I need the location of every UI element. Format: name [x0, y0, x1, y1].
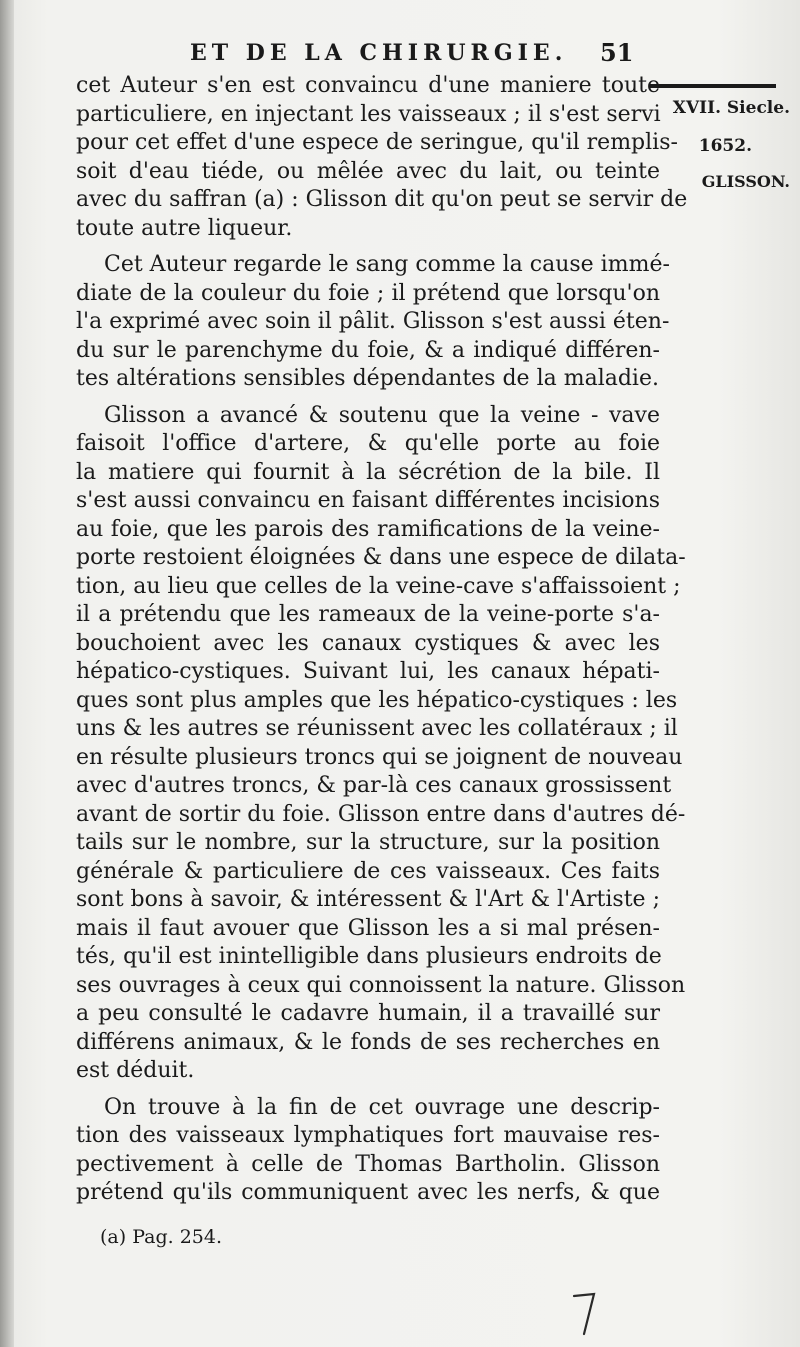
- text-line: du sur le parenchyme du foie, & a indiqué différen-: [76, 337, 660, 363]
- footnote: (a) Pag. 254.: [100, 1226, 222, 1248]
- text-line: Cet Auteur regarde le sang comme la cause immé-: [104, 252, 670, 277]
- text-line: pour cet effet d'une espece de seringue, qu'il remplis-: [76, 130, 678, 155]
- text-line: s'est aussi convaincu en faisant différentes incisions: [76, 488, 660, 513]
- text-line: diate de la couleur du foie ; il prétend que lorsqu'on: [76, 280, 660, 306]
- text-line: mais il faut avouer que Glisson les a si mal présen-: [76, 915, 660, 941]
- text-line: avec d'autres troncs, & par-là ces canaux grossissent: [76, 773, 672, 798]
- text-line: sont bons à savoir, & intéressent & l'Art & l'Artiste ;: [76, 887, 660, 912]
- running-head: ET DE LA CHIRURGIE.: [190, 40, 568, 66]
- text-line: avant de sortir du foie. Glisson entre dans d'autres dé-: [76, 801, 686, 827]
- text-line: prétend qu'ils communiquent avec les nerfs, & que: [76, 1180, 660, 1205]
- margin-rule: [650, 84, 776, 88]
- paragraph: [76, 1094, 660, 1208]
- paragraph-gap: [76, 394, 660, 402]
- paragraph-gap: [76, 243, 660, 251]
- text-line: uns & les autres se réunissent avec les collatéraux ; il: [76, 716, 678, 741]
- handwritten-mark: [570, 1290, 600, 1338]
- text-line: l'a exprimé avec soin il pâlit. Glisson s'est aussi éten-: [76, 309, 670, 334]
- text-line: pectivement à celle de Thomas Bartholin. Glisson: [76, 1151, 660, 1177]
- text-line: soit d'eau tiéde, ou mêlée avec du lait, ou teinte: [76, 158, 660, 184]
- page-number: 51: [600, 38, 634, 67]
- text-line: a peu consulté le cadavre humain, il a travaillé sur: [76, 1001, 660, 1026]
- text-line: au foie, que les parois des ramifications de la veine-: [76, 516, 660, 542]
- text-line: tes altérations sensibles dépendantes de la maladie.: [76, 366, 659, 391]
- text-line: particuliere, en injectant les vaisseaux ; il s'est servi: [76, 101, 661, 127]
- text-line: cet Auteur s'en est convaincu d'une maniere toute: [76, 73, 660, 98]
- text-line: avec du saffran (a) : Glisson dit qu'on peut se servir de: [76, 187, 688, 212]
- text-line: en résulte plusieurs troncs qui se joignent de nouveau: [76, 744, 683, 770]
- text-line: différens animaux, & le fonds de ses recherches en: [76, 1029, 660, 1055]
- paragraph: [76, 251, 670, 394]
- text-line: tés, qu'il est inintelligible dans plusieurs endroits de: [76, 944, 662, 969]
- text-line: générale & particuliere de ces vaisseaux. Ces faits: [76, 858, 660, 884]
- text-line: faisoit l'office d'artere, & qu'elle porte au foie: [76, 431, 660, 456]
- text-line: On trouve à la fin de cet ouvrage une descrip-: [104, 1094, 660, 1120]
- paragraph: [76, 402, 686, 1086]
- text-line: il a prétendu que les rameaux de la veine-porte s'a-: [76, 602, 660, 627]
- margin-note-year: 1652.: [698, 136, 752, 156]
- text-line: toute autre liqueur.: [76, 215, 293, 241]
- text-line: tion, au lieu que celles de la veine-cave s'affaissoient ;: [76, 573, 681, 599]
- paragraph: [76, 72, 688, 243]
- text-line: bouchoient avec les canaux cystiques & avec les: [76, 630, 660, 656]
- text-line: ses ouvrages à ceux qui connoissent la nature. Glisson: [76, 972, 686, 998]
- text-line: la matiere qui fournit à la sécrétion de la bile. Il: [76, 459, 660, 485]
- paragraph-gap: [76, 1086, 660, 1094]
- text-line: hépatico-cystiques. Suivant lui, les canaux hépati-: [76, 659, 660, 684]
- text-line: tails sur le nombre, sur la structure, sur la position: [76, 830, 660, 855]
- text-line: Glisson a avancé & soutenu que la veine - vave: [104, 402, 660, 428]
- margin-note-century: XVII. Siecle.: [672, 98, 790, 118]
- page-gutter-shadow: [0, 0, 14, 1347]
- text-line: tion des vaisseaux lymphatiques fort mauvaise res-: [76, 1123, 660, 1148]
- text-line: est déduit.: [76, 1058, 195, 1083]
- margin-note-name: GLISSON.: [701, 172, 790, 191]
- text-line: porte restoient éloignées & dans une espece de dilata-: [76, 545, 686, 570]
- body-text: [76, 72, 688, 1208]
- text-line: ques sont plus amples que les hépatico-cystiques : les: [76, 687, 678, 713]
